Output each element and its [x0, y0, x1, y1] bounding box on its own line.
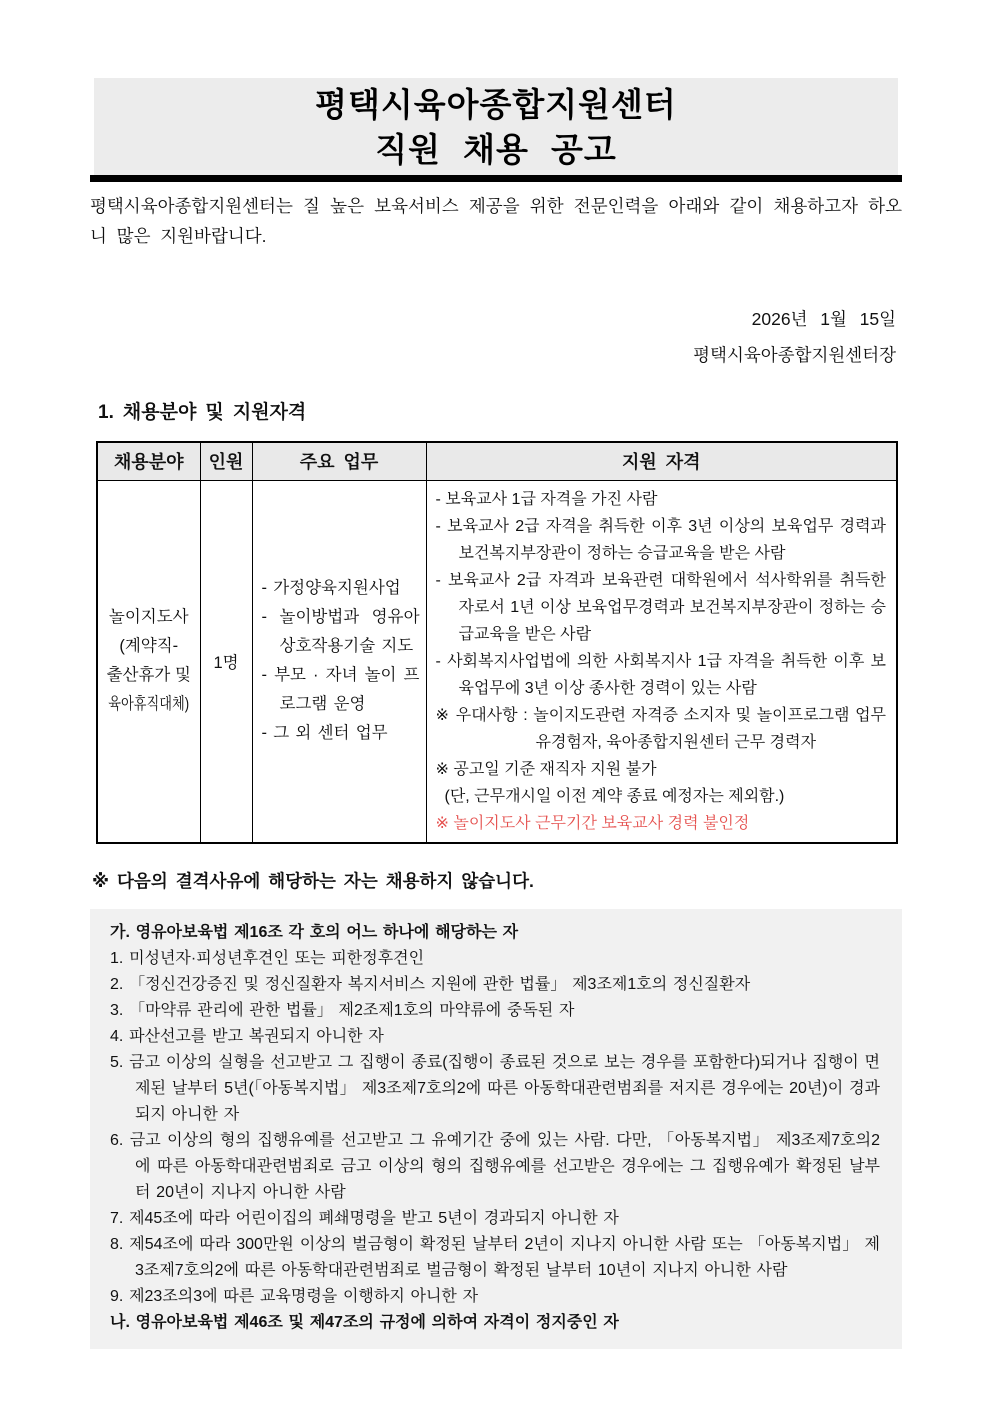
qualification-item	[436, 810, 887, 837]
disqualification-text: 1. 미성년자·피성년후견인 또는 피한정후견인	[110, 949, 425, 967]
bullet-marker: ※	[435, 760, 449, 778]
bullet-marker: -	[435, 490, 441, 508]
col-header-qualifications: 지원 자격	[426, 442, 897, 480]
section1-heading: 1. 채용분야 및 지원자격	[98, 402, 307, 423]
intro-paragraph: 평택시육아종합지원센터는 질 높은 보육서비스 제공을 위한 전문인력을 아래와 같이 채용하고자 하오니 많은 지원바랍니다.	[90, 196, 902, 246]
disqualification-text: 3. 「마약류 관리에 관한 법률」 제2조제1호의 마약류에 중독된 자	[110, 1001, 575, 1019]
page-title: 직원 채용 공고	[375, 131, 617, 168]
qualification-text: 우대사항 : 놀이지도관련 자격증 소지자 및 놀이프로그램 업무 유경험자, 육아종합지원센터 근무 경력자	[455, 706, 886, 751]
cell-qualifications	[426, 480, 897, 843]
qualification-item	[436, 486, 887, 513]
bullet-marker: -	[435, 517, 441, 535]
disqualification-note: ※ 다음의 결격사유에 해당하는 자는 채용하지 않습니다.	[92, 870, 534, 891]
disqualification-item	[110, 1050, 880, 1128]
duties-list	[262, 574, 420, 748]
field-line: (계약직-	[119, 637, 179, 655]
disqualification-item	[110, 1232, 880, 1284]
disqualification-text: 나. 영유아보육법 제46조 및 제47조의 규정에 의하여 자격이 정지중인 자	[110, 1313, 619, 1331]
qualification-item	[436, 756, 887, 783]
disqualification-text: 5. 금고 이상의 실형을 선고받고 그 집행이 종료(집행이 종료된 것으로 보는 경우를 포함한다)되거나 집행이 면제된 날부터 5년(「아동복지법」 제3조제7호의2에 따른 아동학대관련범죄를 저지른 경우에는 20년)이 경과되지 아니한 자	[110, 1053, 880, 1123]
disqualification-text: 8. 제54조에 따라 300만원 이상의 벌금형이 확정된 날부터 2년이 지나지 아니한 사람 또는 「아동복지법」 제3조제7호의2에 따른 아동학대관련범죄로 벌금형이 확정된 날부터 10년이 지나지 아니한 사람	[110, 1235, 880, 1279]
cell-headcount: 1명	[200, 480, 252, 843]
disqualification-item	[110, 972, 880, 998]
qualification-text: 놀이지도사 근무기간 보육교사 경력 불인정	[453, 814, 750, 832]
bullet-marker: -	[435, 652, 441, 670]
disqualification-item	[110, 920, 880, 946]
announcement-signer: 평택시육아종합지원센터장	[693, 345, 896, 365]
qualification-text: 보육교사 2급 자격과 보육관련 대학원에서 석사학위를 취득한 자로서 1년 이상 보육업무경력과 보건복지부장관이 정하는 승급교육을 받은 사람	[447, 571, 886, 643]
qualification-text: 보육교사 2급 자격을 취득한 이후 3년 이상의 보육업무 경력과 보건복지부장관이 정하는 승급교육을 받은 사람	[447, 517, 886, 562]
qualification-text: (단, 근무개시일 이전 계약 종료 예정자는 제외함.)	[444, 787, 785, 805]
disqualification-text: 2. 「정신건강증진 및 정신질환자 복지서비스 지원에 관한 법률」 제3조제1호의 정신질환자	[110, 975, 751, 993]
qualification-item	[436, 567, 887, 648]
bullet-marker: -	[261, 666, 267, 684]
bullet-marker: ※	[435, 814, 449, 832]
disqualification-text: 9. 제23조의3에 따른 교육명령을 이행하지 아니한 자	[110, 1287, 479, 1305]
bullet-marker: -	[435, 571, 441, 589]
duty-item	[262, 661, 420, 719]
qualifications-list	[436, 486, 887, 837]
duty-text: 부모 · 자녀 놀이 프로그램 운영	[274, 666, 420, 713]
disqualification-item	[110, 1024, 880, 1050]
disqualification-text: 4. 파산선고를 받고 복권되지 아니한 자	[110, 1027, 384, 1045]
announcement-date: 2026년 1월 15일	[751, 309, 896, 329]
bullet-marker: -	[261, 608, 267, 626]
field-line: 출산휴가 및	[106, 666, 191, 684]
disqualification-item	[110, 1284, 880, 1310]
duty-item	[262, 574, 420, 603]
col-header-field: 채용분야	[97, 442, 200, 480]
disqualification-item	[110, 946, 880, 972]
disqualification-text: 6. 금고 이상의 형의 집행유예를 선고받고 그 유예기간 중에 있는 사람. 다만, 「아동복지법」 제3조제7호의2에 따른 아동학대관련범죄로 금고 이상의 형의 집행유예를 선고받은 경우에는 그 집행유예가 확정된 날부터 20년이 지나지 아니한 사람	[110, 1131, 880, 1201]
bullet-marker: -	[261, 579, 267, 597]
bullet-marker: ※	[435, 706, 451, 724]
title-divider	[90, 175, 902, 182]
document-title-box	[94, 78, 898, 175]
qualification-text: 사회복지사업법에 의한 사회복지사 1급 자격을 취득한 이후 보육업무에 3년 이상 종사한 경력이 있는 사람	[447, 652, 886, 697]
disqualification-item	[110, 1310, 880, 1336]
field-line: 육아휴직대체)	[108, 695, 190, 713]
duty-item	[262, 603, 420, 661]
duty-text: 놀이방법과 영유아 상호작용기술 지도	[279, 608, 420, 655]
qualification-item	[436, 783, 887, 810]
disqualification-item	[110, 998, 880, 1024]
recruitment-table	[96, 441, 898, 844]
date-block	[90, 301, 902, 373]
table-row	[97, 480, 897, 843]
disqualification-text: 가. 영유아보육법 제16조 각 호의 어느 하나에 해당하는 자	[110, 923, 519, 941]
cell-duties	[252, 480, 426, 843]
disqualification-text: 7. 제45조에 따라 어린이집의 폐쇄명령을 받고 5년이 경과되지 아니한 자	[110, 1209, 619, 1227]
qualification-item	[436, 702, 887, 756]
field-line: 놀이지도사	[108, 608, 189, 626]
qualification-item	[436, 513, 887, 567]
duty-text: 그 외 센터 업무	[273, 724, 388, 742]
duty-text: 가정양육지원사업	[273, 579, 401, 597]
disqualification-box	[90, 909, 902, 1349]
duty-item	[262, 719, 420, 748]
qualification-item	[436, 648, 887, 702]
cell-recruitment-field	[97, 480, 200, 843]
qualification-text: 공고일 기준 재직자 지원 불가	[453, 760, 657, 778]
disqualification-item	[110, 1206, 880, 1232]
disqualification-item	[110, 1128, 880, 1206]
col-header-headcount: 인원	[200, 442, 252, 480]
org-name: 평택시육아종합지원센터	[315, 86, 677, 123]
bullet-marker: -	[261, 724, 267, 742]
table-header-row	[97, 442, 897, 480]
qualification-text: 보육교사 1급 자격을 가진 사람	[445, 490, 658, 508]
col-header-duties: 주요 업무	[252, 442, 426, 480]
